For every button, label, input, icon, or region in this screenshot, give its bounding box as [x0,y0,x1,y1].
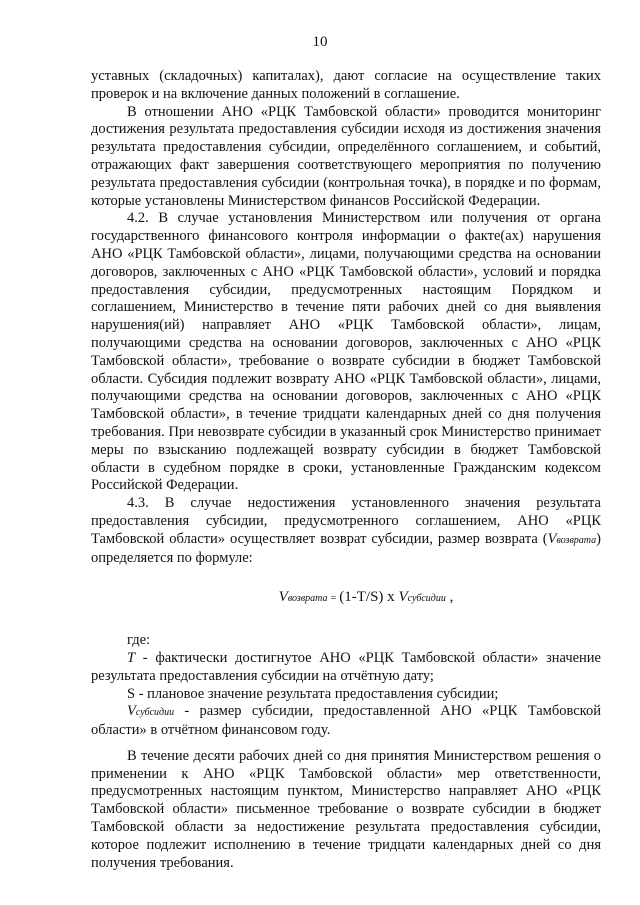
t-symbol: Т [127,649,136,666]
paragraph-refund-demand: В течение десяти рабочих дней со дня принятия Министерством решения о применении к АНО «РЦК Тамбовской области» мер ответственности, предусмотренных настоящим пунктом, Министерство направляет АНО «РЦК Тамбовской области» письменное требование о возврате субсидии в бюджет Тамбовской области за недостижение результата предоставления субсидии, которое подлежит исполнению в течение тридцати календарных дней со дня получения требования. [91,747,601,871]
v-subscript: субсидии [135,707,175,719]
paragraph-4-2: 4.2. В случае установления Министерством или получения от органа государственного финансового контроля информации о факте(ах) нарушения АНО «РЦК Тамбовской области», лицами, получающими средства на основании договоров, заключенных с АНО «РЦК Тамбовской области», условий и порядка предоставления субсидии, предусмотренных настоящим Порядком и соглашением, Министерство в течение пяти рабочих дней со дня выявления нарушения(ий) направляет АНО «РЦК Тамбовской области», лицам, получающими средства на основании договоров, заключенных с АНО «РЦК Тамбовской области», требование о возврате субсидии в бюджет Тамбовской области. Субсидия подлежит возврату АНО «РЦК Тамбовской области», лицами, получающими средства на основании договоров, заключенных с АНО «РЦК Тамбовской области», в течение тридцати календарных дней со дня получения требования. При невозврате субсидии в указанный срок Министерство принимает меры по взысканию подлежащей возврату субсидии в бюджет Тамбовской области в судебном порядке в сроки, установленные Гражданским кодексом Российской Федерации. [91,210,601,494]
definition-s: S - плановое значение результата предоставления субсидии; [127,685,499,702]
formula-tail: , [445,589,454,606]
p43-text-post: ) определяется по формуле: [91,530,601,566]
formula-equals: = [327,593,340,605]
refund-formula [91,589,601,608]
definition-v [91,703,601,740]
p43-v-symbol: V [547,530,557,547]
t-definition: - фактически достигнутое АНО «РЦК Тамбовской области» значение результата предоставления субсидии на отчётную дату; [91,649,601,684]
formula-middle: (1-T/S) x [339,589,399,606]
p43-v-subscript: возврата [556,534,597,546]
where-label: где: [127,632,151,649]
spacer [91,740,601,748]
v-symbol: V [127,703,136,720]
formula-rhs-subscript: субсидии [407,593,446,605]
formula-lhs-symbol: V [278,589,288,606]
paragraph-4-3 [91,495,601,567]
document-body [91,68,601,872]
paragraph-monitoring: В отношении АНО «РЦК Тамбовской области» проводится мониторинг достижения результата предоставления субсидии исходя из достижения значения результата предоставления субсидии, определённого соглашением, и событий, отражающих факт завершения соответствующего мероприятия по получению результата предоставления субсидии (контрольная точка), в порядке и по формам, которые установлены Министерством финансов Российской Федерации. [91,103,601,209]
paragraph-continuation: уставных (складочных) капиталах), дают согласие на осуществление таких проверок и на включение данных положений в соглашение. [91,68,601,102]
formula-rhs-symbol: V [398,589,408,606]
v-definition: - размер субсидии, предоставленной АНО «РЦК Тамбовской области» в отчётном финансовом году. [91,703,601,739]
formula-lhs-subscript: возврата [287,593,328,605]
p43-text-pre: 4.3. В случае недостижения установленного значения результата предоставления субсидии, предусмотренного соглашением, АНО «РЦК Тамбовской области» осуществляет возврат субсидии, размер возврата ( [91,495,601,547]
page-number: 10 [312,34,328,50]
definition-t [91,650,601,686]
